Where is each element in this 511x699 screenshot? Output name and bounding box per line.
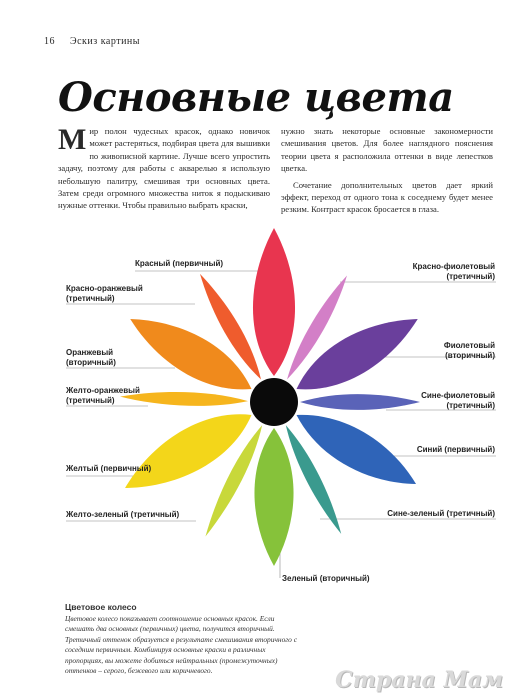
petal-blue-violet <box>300 394 420 410</box>
intro-text-3: Сочетание дополнительных цветов дает яркий эффект, переход от одного тона к соседнему будет менее резким. Контраст красок бросается в глаза. <box>281 179 493 215</box>
label-green: Зеленый (вторичный) <box>282 574 370 583</box>
intro-text-2: нужно знать некоторые основные закономерности смешивания цветов. Для более наглядного пояснения теории цвета я расположила оттенки в виде лепестков цветка. <box>281 126 493 174</box>
petal-yellow <box>115 397 262 506</box>
label-red-orange: Красно-оранжевый (третичный) <box>66 284 143 303</box>
label-blue-violet: Сине-фиолетовый (третичный) <box>421 391 495 410</box>
petal-green <box>254 428 293 566</box>
section-title: Эскиз картины <box>70 36 141 47</box>
label-blue: Синий (первичный) <box>416 445 495 454</box>
label-blue-green: Сине-зеленый (третичный) <box>387 509 495 518</box>
label-red: Красный (первичный) <box>135 259 224 268</box>
petal-red <box>253 228 295 376</box>
wheel-center <box>250 378 298 426</box>
label-orange: Оранжевый (вторичный) <box>66 348 116 367</box>
page-title: Основные цвета <box>58 74 454 121</box>
label-yellow-orange: Желто-оранжевый (третичный) <box>66 386 140 405</box>
label-violet: Фиолетовый (вторичный) <box>443 341 495 360</box>
page-number: 16 <box>44 36 55 47</box>
label-yellow-green: Желто-зеленый (третичный) <box>66 510 180 519</box>
figure-caption <box>65 602 305 677</box>
caption-text: Цветовое колесо показывает соотношение основных красок. Если смешать два основных (первичных) цвета, получится вторичный. Третичный оттенок образуется в результате смешивания вторичного с соседним первичным. Комбинируя основные краски в различных пропорциях, вы можете добиться нейтральных (промежуточных) оттенков – серого, бежевого или коричневого. <box>65 613 297 675</box>
petal-blue <box>287 399 425 500</box>
label-red-violet: Красно-фиолетовый (третичный) <box>412 262 495 281</box>
label-yellow: Желтый (первичный) <box>66 464 152 473</box>
watermark: Страна Мам <box>335 667 503 693</box>
intro-text-1: ир полон чудесных красок, однако новичок может растеряться, подбирая цвета для вышивки по живописной картине. Лучше всего упростить задачу, поэтому для работы с акварелью я использую небольшую палитру, смешивая три основных цвета. Затем среди огромного множества ниток я подыскиваю нужные оттенки. Чтобы правильно выбрать краски, <box>58 126 270 211</box>
drop-cap: М <box>58 123 87 156</box>
caption-title: Цветовое колесо <box>65 602 137 612</box>
